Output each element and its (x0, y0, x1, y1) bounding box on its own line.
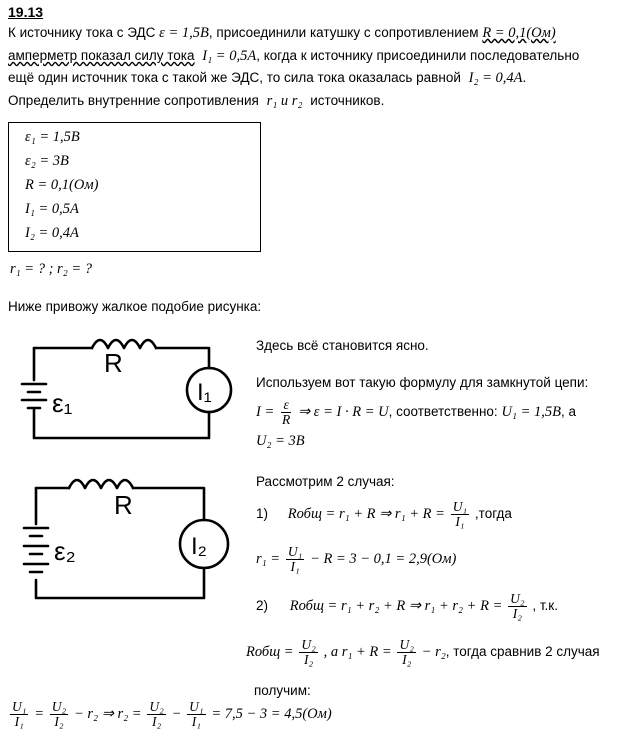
given-item: ε₂ = 3B (25, 153, 69, 169)
text: ,тогда (474, 506, 512, 522)
coil-label: R (104, 348, 123, 378)
math: = (34, 706, 45, 723)
fraction (508, 592, 526, 621)
numerator: U₂ (51, 699, 67, 714)
numerator: U₁ (189, 699, 204, 714)
unknowns: r₁ и r₂ (266, 93, 303, 109)
current2-value: I₂ = 0,4A (468, 70, 523, 86)
numerator: U₁ (12, 699, 27, 714)
math: r₁ = (256, 551, 281, 568)
math: Rобщ = r₁ + r₂ + R ⇒ r₁ + r₂ + R = (289, 598, 503, 615)
denominator: I₂ (402, 652, 412, 668)
numerator: ε (283, 397, 289, 412)
denominator: I₁ (290, 559, 300, 575)
coil-label: R (114, 490, 133, 520)
numerator: U₂ (301, 637, 316, 652)
problem-text: . (522, 70, 527, 85)
fraction (50, 700, 68, 729)
math: Rобщ = (246, 644, 294, 661)
ohm-law-line (256, 398, 576, 427)
emf-value: ε = 1,5B (159, 25, 209, 41)
given-item: I₁ = 0,5A (25, 201, 79, 217)
wire (156, 348, 209, 368)
r1-line (256, 545, 456, 574)
wire (133, 488, 204, 520)
problem-line-2 (8, 48, 579, 65)
math: ⇒ ε = I · R = U (298, 404, 389, 421)
text: , а (560, 404, 576, 420)
circuit-diagram-2 (14, 468, 244, 608)
source-label: ε₁ (52, 388, 73, 418)
case1-line (256, 500, 512, 529)
problem-text: К источнику тока с ЭДС (8, 25, 156, 40)
numerator: U₁ (452, 499, 468, 514)
fraction (286, 545, 304, 574)
fraction (451, 500, 469, 529)
problem-line-4 (8, 93, 384, 110)
fraction (299, 638, 317, 667)
solution-intro: Здесь всё становится ясно. (256, 338, 429, 353)
problem-text: ещё один источник тока с такой же ЭДС, то сила тока оказалась равной (8, 70, 461, 85)
math: U₁ = 1,5B (501, 404, 561, 421)
meter-label: I₁ (197, 379, 212, 406)
circuit-diagram-1 (14, 328, 244, 458)
given-item: ε₁ = 1,5B (25, 129, 80, 145)
case2-line (256, 592, 558, 621)
numerator: U₁ (287, 544, 303, 559)
current1-value: I₁ = 0,5A (202, 48, 257, 64)
wire (36, 568, 204, 598)
problem-line-3 (8, 70, 526, 87)
fraction (147, 700, 165, 729)
given-item: R = 0,1(Ом) (25, 177, 99, 193)
final-line (8, 700, 332, 729)
coil-icon (69, 480, 133, 488)
math: I = (256, 404, 275, 421)
denominator: R (282, 412, 291, 428)
find-line: r₁ = ? ; r₂ = ? (10, 261, 93, 277)
numerator: U₂ (149, 699, 164, 714)
meter-label: I₂ (191, 533, 207, 560)
problem-number: 19.13 (8, 4, 44, 20)
fraction (280, 398, 292, 427)
u2-value: U₂ = 3B (256, 433, 305, 449)
problem-text: , присоединили катушку с сопротивлением (208, 25, 479, 40)
denominator: I₁ (191, 714, 201, 730)
cases-title: Рассмотрим 2 случая: (256, 474, 395, 489)
given-box (8, 122, 261, 252)
math: − r₂ ⇒ r₂ = (74, 706, 142, 723)
numerator: U₂ (510, 591, 525, 606)
math: − R = 3 − 0,1 = 2,9(Ом) (310, 551, 457, 568)
formula-intro: Используем вот такую формулу для замкнутой цепи: (256, 375, 589, 390)
math: − (171, 706, 182, 723)
denominator: I₂ (151, 714, 162, 730)
given-item: I₂ = 0,4A (25, 225, 79, 241)
denominator: I₂ (512, 606, 522, 622)
text: , соответственно: (388, 404, 498, 420)
math: Rобщ = r₁ + R ⇒ r₁ + R = (287, 506, 445, 523)
text: , тогда сравнив 2 случая (445, 644, 600, 660)
math: − r₂ (421, 644, 446, 661)
denominator: I₁ (14, 714, 24, 730)
text: , т.к. (532, 598, 558, 614)
denominator: I₂ (54, 714, 64, 730)
problem-line-1 (8, 25, 556, 42)
problem-text: Определить внутренние сопротивления (8, 93, 259, 108)
problem-text: , когда к источнику присоединили последовательно (256, 48, 580, 63)
math: = 7,5 − 3 = 4,5(Ом) (211, 706, 332, 723)
numerator: U₂ (399, 637, 414, 652)
fraction (10, 700, 28, 729)
denominator: I₂ (303, 652, 314, 668)
math: , а r₁ + R = (323, 644, 392, 661)
compare-line (246, 638, 600, 667)
case-label: 1) (256, 506, 269, 522)
resistance-value: R = 0,1(Ом) (482, 25, 556, 41)
problem-text: амперметр показал силу тока (8, 48, 195, 63)
problem-text: источников. (310, 93, 385, 108)
obtain-text: получим: (254, 683, 311, 698)
coil-icon (92, 340, 156, 348)
source-label: ε₂ (54, 536, 76, 566)
case-label: 2) (256, 598, 269, 614)
fraction (187, 700, 205, 729)
figure-caption: Ниже привожу жалкое подобие рисунка: (8, 299, 262, 314)
fraction (397, 638, 415, 667)
denominator: I₁ (455, 514, 465, 530)
